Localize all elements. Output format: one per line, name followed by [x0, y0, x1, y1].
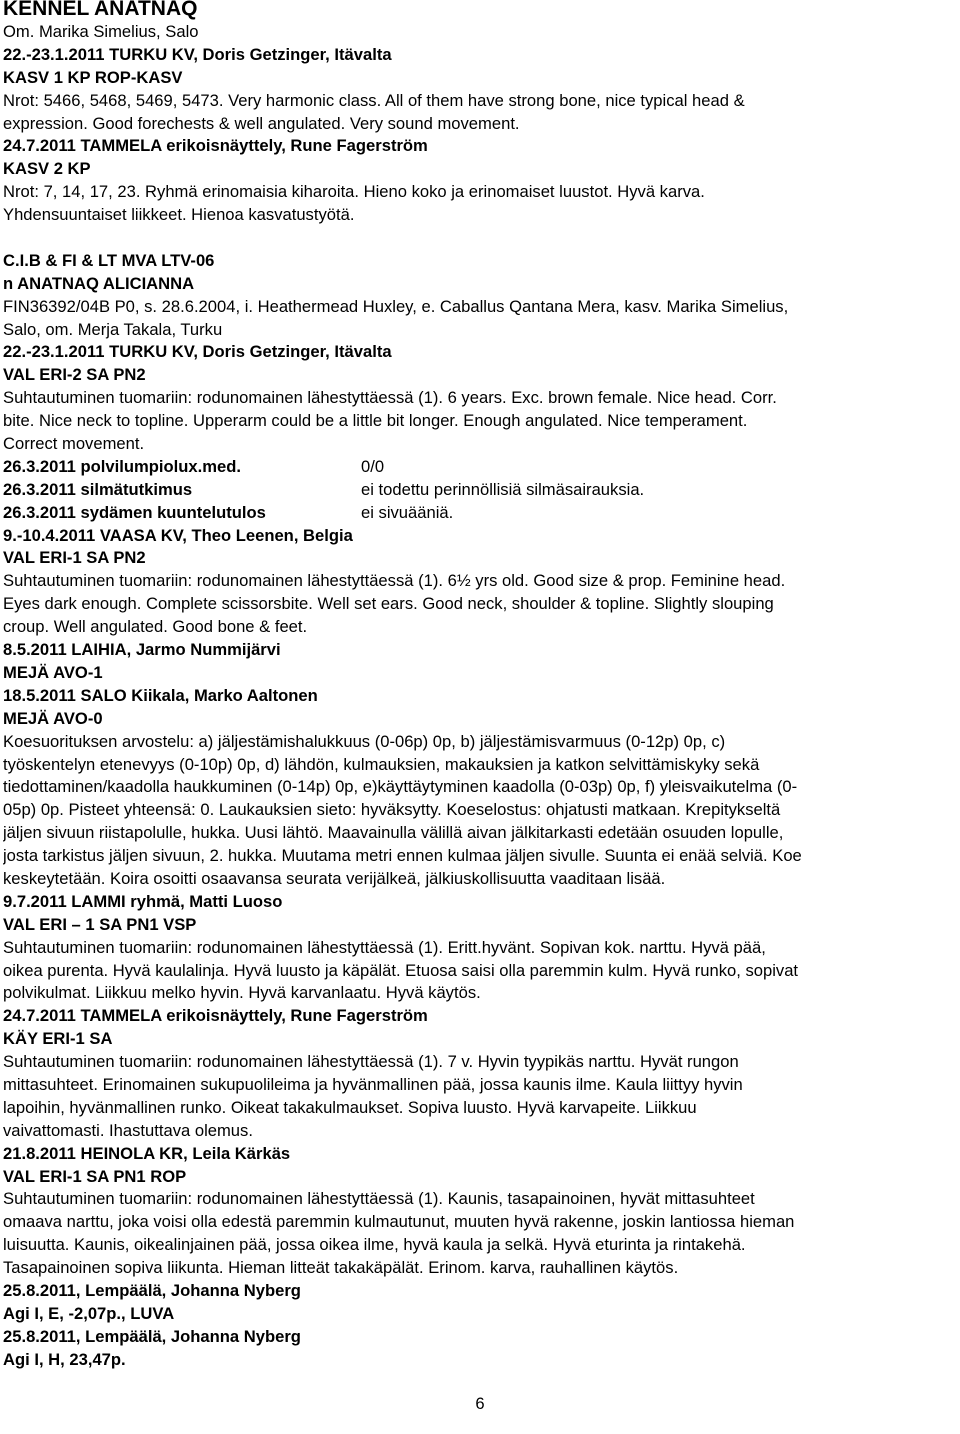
kennel-owner: Om. Marika Simelius, Salo	[3, 22, 199, 41]
health-test-row	[3, 502, 957, 525]
entry-heading: VAL ERI-2 SA PN2	[3, 365, 146, 385]
health-test-value: ei sivuääniä.	[361, 502, 454, 522]
entry-text: lapoihin, hyvänmallinen runko. Oikeat takakulmaukset. Sopiva luusto. Hyvä karvapeite. Liikkuu	[3, 1097, 697, 1117]
entry-text: Suhtautuminen tuomariin: rodunomainen lähestyttäessä (1). 7 v. Hyvin tyypikäs narttu. Hyvät rungon	[3, 1052, 739, 1072]
entry-heading: VAL ERI-1 SA PN2	[3, 548, 146, 568]
entry-text: Suhtautuminen tuomariin: rodunomainen lähestyttäessä (1). Kaunis, tasapainoinen, hyvät mittasuhteet	[3, 1189, 755, 1209]
entry-heading: 22.-23.1.2011 TURKU KV, Doris Getzinger, Itävalta	[3, 342, 392, 362]
dog-profile-section	[3, 250, 957, 456]
entry-heading: 25.8.2011, Lempäälä, Johanna Nyberg	[3, 1326, 301, 1346]
entry-heading: 9.-10.4.2011 VAASA KV, Theo Leenen, Belgia	[3, 525, 353, 545]
entry-text: bite. Nice neck to topline. Upperarm could be a little bit longer. Enough angulated. Nice temperament.	[3, 411, 748, 431]
entry-text: Koesuorituksen arvostelu: a) jäljestämishalukkuus (0-06p) 0p, b) jäljestämisvarmuus (0-12p) 0p, c)	[3, 731, 726, 751]
entry-text: tiedottaminen/kaadolla haukkuminen (0-14p) 0p, e)käyttäytyminen kaadolla (0-03p) 0p, f) yleisvaikutelma (0-	[3, 777, 798, 797]
entry-text: Tasapainoinen sopiva liikunta. Hieman litteät takakäpälät. Erinom. karva, rauhallinen käytös.	[3, 1258, 679, 1278]
kennel-results-section	[3, 44, 957, 227]
health-test-value: 0/0	[361, 456, 385, 476]
entry-text: mittasuhteet. Erinomainen sukupuolileima ja hyvänmallinen pää, jossa kaunis ilme. Kaula liittyy hyvin	[3, 1074, 743, 1094]
entry-heading: MEJÄ AVO-1	[3, 662, 103, 682]
entry-heading: VAL ERI-1 SA PN1 ROP	[3, 1166, 187, 1186]
entry-text: expression. Good forechests & well angulated. Very sound movement.	[3, 113, 520, 133]
entry-text: Nrot: 5466, 5468, 5469, 5473. Very harmonic class. All of them have strong bone, nice typical head &	[3, 90, 745, 110]
entry-text: Nrot: 7, 14, 17, 23. Ryhmä erinomaisia kiharoita. Hieno koko ja erinomaiset luustot. Hyvä karva.	[3, 182, 705, 202]
entry-heading: 24.7.2011 TAMMELA erikoisnäyttely, Rune Fagerström	[3, 136, 428, 156]
entry-text: Correct movement.	[3, 434, 145, 454]
health-test-label: 26.3.2011 silmätutkimus	[3, 479, 193, 499]
entry-text: keskeytetään. Koira osoitti osaavansa seurata verijälkeä, jälkiuskollisuutta vaaditaan lisää.	[3, 868, 666, 888]
health-test-row	[3, 479, 957, 502]
health-test-label: 26.3.2011 sydämen kuuntelutulos	[3, 502, 266, 522]
entry-heading: n ANATNAQ ALICIANNA	[3, 273, 195, 293]
entry-text: oikea purenta. Hyvä kaulalinja. Hyvä luusto ja käpälät. Etuosa saisi olla paremmin kulm. Hyvä runko, sopivat	[3, 960, 799, 980]
entry-heading: C.I.B & FI & LT MVA LTV-06	[3, 250, 215, 270]
entry-text: Salo, om. Merja Takala, Turku	[3, 319, 223, 339]
dog-results-section	[3, 525, 957, 1372]
entry-text: luisuutta. Kaunis, oikealinjainen pää, jossa oikea ilme, hyvä kaula ja selkä. Hyvä eturinta ja rintakehä.	[3, 1235, 746, 1255]
entry-heading: KASV 2 KP	[3, 159, 91, 179]
section-gap	[3, 227, 957, 250]
entry-heading: MEJÄ AVO-0	[3, 708, 103, 728]
kennel-title: KENNEL ANATNAQ	[3, 0, 198, 20]
entry-text: FIN36392/04B P0, s. 28.6.2004, i. Heathermead Huxley, e. Caballus Qantana Mera, kasv. Marika Simelius,	[3, 296, 789, 316]
entry-heading: Agi I, H, 23,47p.	[3, 1349, 126, 1369]
entry-heading: 25.8.2011, Lempäälä, Johanna Nyberg	[3, 1280, 301, 1300]
entry-heading: 21.8.2011 HEINOLA KR, Leila Kärkäs	[3, 1143, 291, 1163]
entry-text: Yhdensuuntaiset liikkeet. Hienoa kasvatustyötä.	[3, 205, 355, 225]
document-page	[3, 0, 957, 1372]
entry-heading: 9.7.2011 LAMMI ryhmä, Matti Luoso	[3, 891, 283, 911]
entry-text: jäljen sivuun riistapolulle, hukka. Uusi lähtö. Maavainulla välillä aivan jälkitarkasti edetään osuuden lopulle,	[3, 823, 784, 843]
entry-heading: 8.5.2011 LAIHIA, Jarmo Nummijärvi	[3, 640, 281, 660]
entry-text: croup. Well angulated. Good bone & feet.	[3, 617, 308, 637]
entry-text: josta tarkistus jäljen sivuun, 2. hukka. Muutama metri ennen kulmaa jäljen sivulle. Suunta ei enää selviä. Koe	[3, 846, 802, 866]
entry-heading: VAL ERI – 1 SA PN1 VSP	[3, 914, 197, 934]
health-test-value: ei todettu perinnöllisiä silmäsairauksia.	[361, 479, 645, 499]
entry-text: omaava narttu, joka voisi olla edestä paremmin kulmautunut, muuten hyvä rakenne, joskin lantiossa hieman	[3, 1212, 795, 1232]
health-test-row	[3, 456, 957, 479]
entry-text: Suhtautuminen tuomariin: rodunomainen lähestyttäessä (1). 6 years. Exc. brown female. Nice head. Corr.	[3, 388, 777, 408]
page-number: 6	[475, 1394, 485, 1413]
entry-heading: Agi I, E, -2,07p., LUVA	[3, 1303, 175, 1323]
entry-text: vaivattomasti. Ihastuttava olemus.	[3, 1120, 253, 1140]
entry-text: Suhtautuminen tuomariin: rodunomainen lähestyttäessä (1). Eritt.hyvänt. Sopivan kok. narttu. Hyvä pää,	[3, 937, 766, 957]
entry-text: polvikulmat. Liikkuu melko hyvin. Hyvä karvanlaatu. Hyvä käytös.	[3, 983, 481, 1003]
health-test-label: 26.3.2011 polvilumpiolux.med.	[3, 456, 241, 476]
entry-heading: KÄY ERI-1 SA	[3, 1029, 113, 1049]
entry-heading: 18.5.2011 SALO Kiikala, Marko Aaltonen	[3, 685, 318, 705]
entry-text: Suhtautuminen tuomariin: rodunomainen lähestyttäessä (1). 6½ yrs old. Good size & prop. Feminine head.	[3, 571, 786, 591]
health-tests-section	[3, 456, 957, 525]
entry-text: Eyes dark enough. Complete scissorsbite. Well set ears. Good neck, shoulder & topline. Slightly slouping	[3, 594, 774, 614]
entry-text: 05p) 0p. Pisteet yhteensä: 0. Laukauksien sieto: hyväksytty. Koeselostus: ohjatusti matkaan. Krepitykseltä	[3, 800, 781, 820]
entry-heading: KASV 1 KP ROP-KASV	[3, 67, 183, 87]
entry-heading: 24.7.2011 TAMMELA erikoisnäyttely, Rune Fagerström	[3, 1006, 428, 1026]
entry-text: työskentelyn etenevyys (0-10p) 0p, d) lähdön, kulmauksien, makauksien ja katkon selvittämiskyky sekä	[3, 754, 760, 774]
entry-heading: 22.-23.1.2011 TURKU KV, Doris Getzinger, Itävalta	[3, 44, 392, 64]
